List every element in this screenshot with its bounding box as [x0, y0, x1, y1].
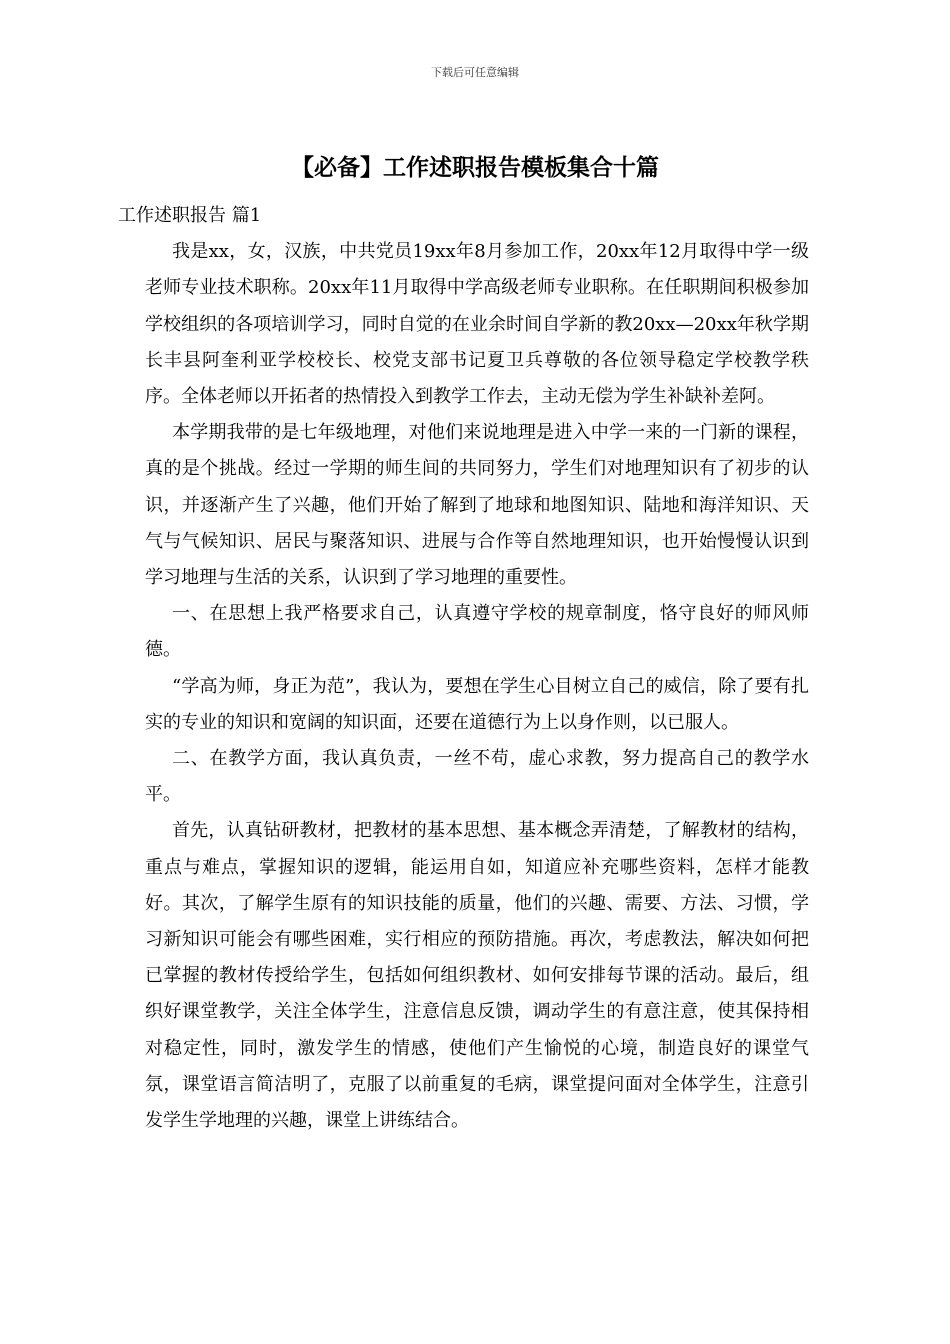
paragraph-4: “学高为师，身正为范”，我认为，要想在学生心目树立自己的威信，除了要有扎实的专业的知识和宽阔的知识面，还要在道德行为上以身作则，以已服人。 — [145, 675, 809, 733]
paragraph-5: 二、在教学方面，我认真负责，一丝不苟，虚心求教，努力提高自己的教学水平。 — [145, 748, 809, 806]
document-body — [118, 198, 809, 1139]
paragraph-2: 本学期我带的是七年级地理，对他们来说地理是进入中学一来的一门新的课程，真的是个挑战。经过一学期的师生间的共同努力，学生们对地理知识有了初步的认识，并逐渐产生了兴趣，他们开始了解到了地球和地图知识、陆地和海洋知识、天气与气候知识、居民与聚落知识、进展与合作等自然地理知识，也开始慢慢认识到学习地理与生活的关系，认识到了学习地理的重要性。 — [145, 422, 809, 589]
paragraph-1: 我是xx，女，汉族，中共党员19xx年8月参加工作，20xx年12月取得中学一级老师专业技术职称。20xx年11月取得中学高级老师专业职称。在任职期间积极参加学校组织的各项培训学习，同时自觉的在业余时间自学新的教20xx—20xx年秋学期长丰县阿奎利亚学校校长、校党支部书记夏卫兵尊敬的各位领导稳定学校教学秩序。全体老师以开拓者的热情投入到教学工作去，主动无偿为学生补缺补差阿。 — [145, 241, 809, 408]
paragraph-6: 首先，认真钻研教材，把教材的基本思想、基本概念弄清楚，了解教材的结构，重点与难点，掌握知识的逻辑，能运用自如，知道应补充哪些资料，怎样才能教好。其次，了解学生原有的知识技能的质量，他们的兴趣、需要、方法、习惯，学习新知识可能会有哪些困难，实行相应的预防措施。再次，考虑教法，解决如何把已掌握的教材传授给学生，包括如何组织教材、如何安排每节课的活动。最后，组织好课堂教学，关注全体学生，注意信息反馈，调动学生的有意注意，使其保持相对稳定性，同时，激发学生的情感，使他们产生愉悦的心境，制造良好的课堂气氛，课堂语言简洁明了，克服了以前重复的毛病，课堂提问面对全体学生，注意引发学生学地理的兴趣，课堂上讲练结合。 — [145, 820, 809, 1132]
document-title: 【必备】工作述职报告模板集合十篇 — [291, 154, 659, 181]
section-label: 工作述职报告 篇1 — [118, 205, 262, 226]
paragraph-3: 一、在思想上我严格要求自己，认真遵守学校的规章制度，恪守良好的师风师德。 — [145, 603, 809, 661]
header-note: 下载后可任意编辑 — [431, 66, 519, 79]
